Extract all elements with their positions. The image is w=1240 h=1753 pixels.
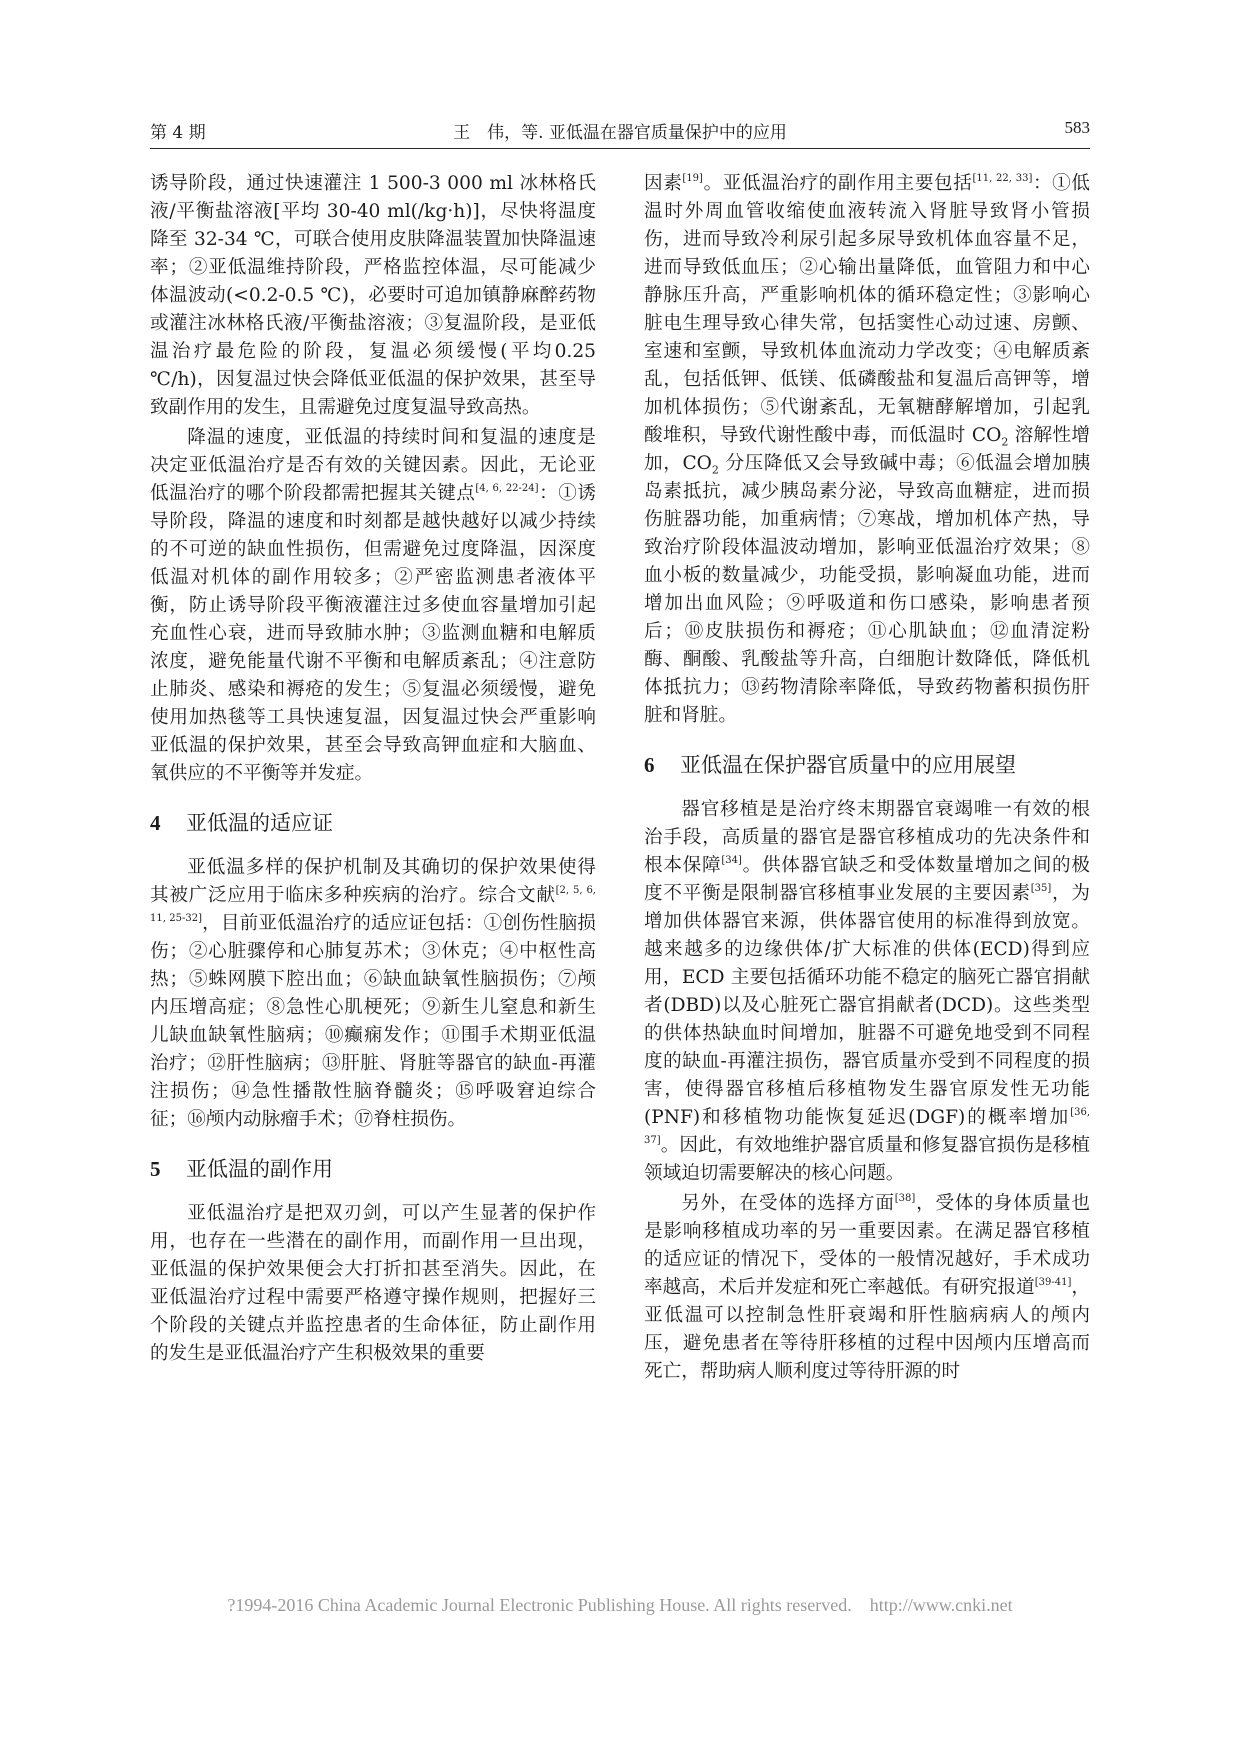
copyright-text: ?1994-2016 China Academic Journal Electronic Publishing House. All rights reserved. xyxy=(227,1595,852,1615)
running-header xyxy=(150,118,1090,148)
paragraph: 器官移植是是治疗终末期器官衰竭唯一有效的根治手段，高质量的器官是器官移植成功的先决条件和根本保障[34]。供体器官缺乏和受体数量增加之间的极度不平衡是限制器官移植事业发展的主要因素[35]，为增加供体器官来源，供体器官使用的标准得到放宽。越来越多的边缘供体/扩大标准的供体(ECD)得到应用，ECD 主要包括循环功能不稳定的脑死亡器官捐献者(DBD)以及心脏死亡器官捐献者(DCD)。这些类型的供体热缺血时间增加，脏器不可避免地受到不同程度的缺血-再灌注损伤，器官质量亦受到不同程度的损害，使得器官移植后移植物发生器官原发性无功能(PNF)和移植物功能恢复延迟(DGF)的概率增加[36, 37]。因此，有效地维护器官质量和修复器官损伤是移植领域迫切需要解决的核心问题。 xyxy=(644,799,1090,1184)
paragraph: 因素[19]。亚低温治疗的副作用主要包括[11, 22, 33]：①低温时外周血管收缩使血液转流入肾脏导致肾小管损伤，进而导致冷利尿引起多尿导致机体血容量不足，进而导致低血压；②心输出量降低，血管阻力和中心静脉压升高，严重影响机体的循环稳定性；③影响心脏电生理导致心律失常，包括窦性心动过速、房颤、室速和室颤，导致机体血流动力学改变；④电解质紊乱，包括低钾、低镁、低磷酸盐和复温后高钾等，增加机体损伤；⑤代谢紊乱，无氧糖酵解增加，引起乳酸堆积，导致代谢性酸中毒，而低温时 $CO_2$ 溶解性增加，$CO_2$ 分压降低又会导致碱中毒；⑥低温会增加胰岛素抵抗，减少胰岛素分泌，导致高血糖症，进而损伤脏器功能，加重病情；⑦寒战，增加机体产热，导致治疗阶段体温波动增加，影响亚低温治疗效果；⑧血小板的数量减少，功能受损，影响凝血功能，进而增加出血风险；⑨呼吸道和伤口感染，影响患者预后；⑩皮肤损伤和褥疮；⑪心肌缺血；⑫血清淀粉酶、酮酸、乳酸盐等升高，白细胞计数降低，降低机体抵抗力；⑬药物清除率降低，导致药物蓄积损伤肝脏和肾脏。 xyxy=(644,173,1090,726)
copyright-footer xyxy=(0,1595,1240,1616)
citation: [19] xyxy=(682,173,703,184)
cnki-url[interactable]: http://www.cnki.net xyxy=(869,1595,1013,1615)
paragraph: 诱导阶段，通过快速灌注 1 500-3 000 ml 冰林格氏液/平衡盐溶液[平均 30-40 ml(/kg·h)]，尽快将温度降至 32-34 ℃，可联合使用皮肤降温装置加快降温速率；②亚低温维持阶段，严格监控体温，尽可能减少体温波动(<0.2-0.5 ℃)，必要时可追加镇静麻醉药物或灌注冰林格氏液/平衡盐溶液；③复温阶段，是亚低温治疗最危险的阶段，复温必须缓慢(平均0.25 ℃/h)，因复温过快会降低亚低温的保护效果，甚至导致副作用的发生，且需避免过度复温导致高热。 xyxy=(150,173,596,418)
section-heading: 5 亚低温的副作用 xyxy=(150,1157,333,1181)
left-column xyxy=(150,170,596,1368)
paragraph: 降温的速度，亚低温的持续时间和复温的速度是决定亚低温治疗是否有效的关键因素。因此，无论亚低温治疗的哪个阶段都需把握其关键点[4, 6, 22-24]：①诱导阶段，降温的速度和时刻都是越快越好以减少持续的不可逆的缺血性损伤，但需避免过度降温，因深度低温对机体的副作用较多；②严密监测患者液体平衡，防止诱导阶段平衡液灌注过多使血容量增加引起充血性心衰，进而导致肺水肿；③监测血糖和电解质浓度，避免能量代谢不平衡和电解质紊乱；④注意防止肺炎、感染和褥疮的发生；⑤复温必须缓慢，避免使用加热毯等工具快速复温，因复温过快会严重影响亚低温的保护效果，甚至会导致高钾血症和大脑血、氧供应的不平衡等并发症。 xyxy=(150,427,596,784)
citation: [34] xyxy=(721,855,742,866)
citation: [39-41] xyxy=(1034,1277,1072,1288)
citation: [2, 5, 6, 11, 25-32] xyxy=(150,885,596,924)
citation: [36, 37] xyxy=(644,1107,1090,1146)
citation: [4, 6, 22-24] xyxy=(475,483,539,494)
citation: [35] xyxy=(1030,883,1052,894)
page-number: 583 xyxy=(1064,118,1090,137)
header-rule xyxy=(150,148,1090,149)
paragraph: 亚低温治疗是把双刃剑，可以产生显著的保护作用，也存在一些潜在的副作用，而副作用一旦出现，亚低温的保护效果便会大打折扣甚至消失。因此，在亚低温治疗过程中需要严格遵守操作规则，把握好三个阶段的关键点并监控患者的生命体征，防止副作用的发生是亚低温治疗产生积极效果的重要 xyxy=(150,1203,596,1364)
section-heading: 4 亚低温的适应证 xyxy=(150,811,333,835)
paragraph: 亚低温多样的保护机制及其确切的保护效果使得其被广泛应用于临床多种疾病的治疗。综合文献[2, 5, 6, 11, 25-32]，目前亚低温治疗的适应证包括：①创伤性脑损伤；②心脏骤停和心肺复苏术；③休克；④中枢性高热；⑤蛛网膜下腔出血；⑥缺血缺氧性脑损伤；⑦颅内压增高症；⑧急性心肌梗死；⑨新生儿窒息和新生儿缺血缺氧性脑病；⑩癫痫发作；⑪围手术期亚低温治疗；⑫肝性脑病；⑬肝脏、肾脏等器官的缺血-再灌注损伤；⑭急性播散性脑脊髓炎；⑮呼吸窘迫综合征；⑯颅内动脉瘤手术；⑰脊柱损伤。 xyxy=(150,857,596,1130)
citation: [38] xyxy=(894,1193,916,1204)
citation: [11, 22, 33] xyxy=(972,173,1033,184)
issue-number: 第 4 期 xyxy=(150,123,206,143)
running-title: 王 伟，等. 亚低温在器官质量保护中的应用 xyxy=(453,123,787,143)
paragraph: 另外，在受体的选择方面[38]，受体的身体质量也是影响移植成功率的另一重要因素。在满足器官移植的适应证的情况下，受体的一般情况越好，手术成功率越高，术后并发症和死亡率越低。有研究报道[39-41]，亚低温可以控制急性肝衰竭和肝性脑病病人的颅内压，避免患者在等待肝移植的过程中因颅内压增高而死亡，帮助病人顺利度过等待肝源的时 xyxy=(644,1193,1090,1382)
right-column xyxy=(644,170,1090,1386)
section-heading: 6 亚低温在保护器官质量中的应用展望 xyxy=(644,753,1016,777)
